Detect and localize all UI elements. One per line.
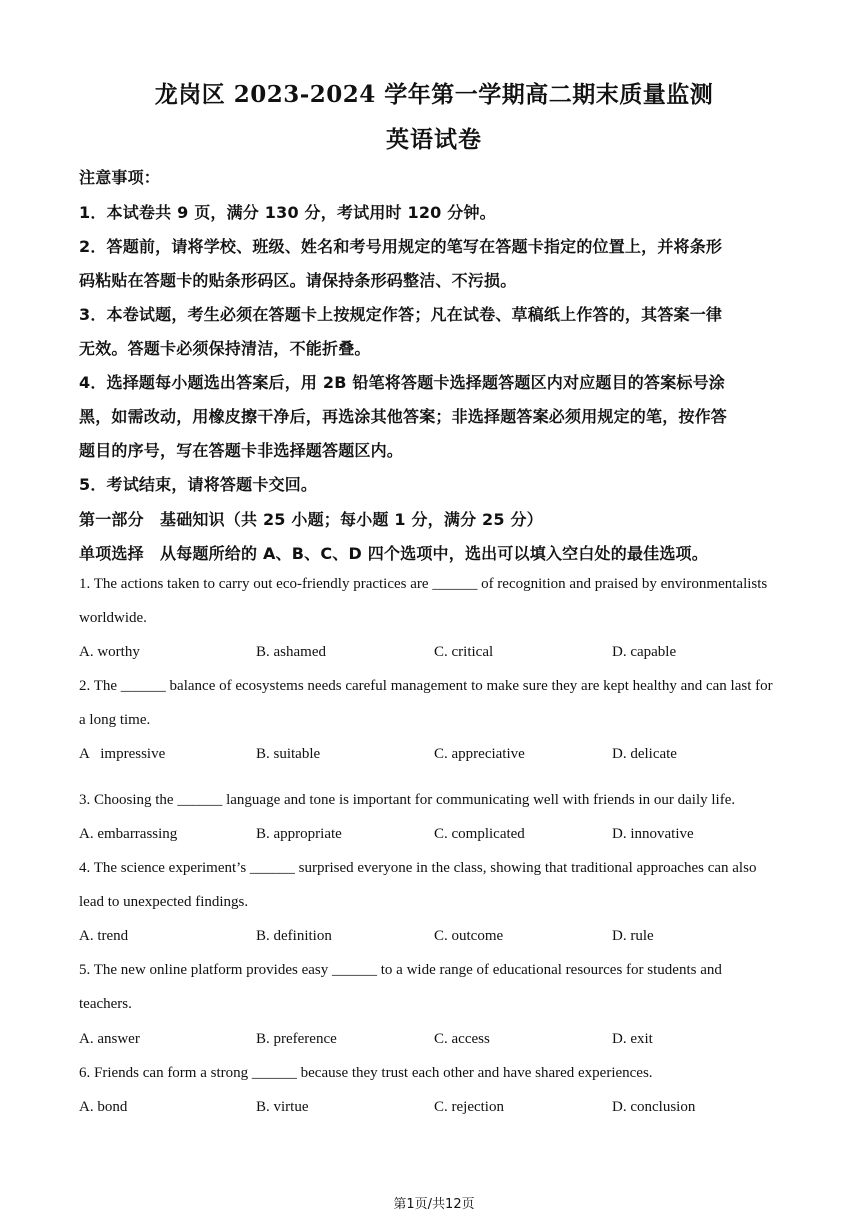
notice-line: 4．选择题每小题选出答案后，用 2B 铅笔将答题卡选择题答题区内对应题目的答案标号涂 — [79, 373, 726, 392]
question-text: 6. Friends can form a strong ______ because they trust each other and have shared experiences. — [79, 1065, 653, 1081]
notice-line: 题目的序号，写在答题卡非选择题答题区内。 — [79, 441, 404, 460]
option-b: B. suitable — [256, 746, 321, 762]
question-text: 2. The ______ balance of ecosystems needs careful management to make sure they are kept healthy and can last for — [79, 678, 773, 694]
question-text: worldwide. — [79, 610, 147, 626]
option-c: C. appreciative — [434, 746, 525, 762]
option-a: A. bond — [79, 1099, 128, 1115]
part-title: 第一部分 基础知识（共 25 小题；每小题 1 分，满分 25 分） — [79, 510, 543, 529]
option-d: D. rule — [612, 928, 654, 944]
notice-line: 无效。答题卡必须保持清洁，不能折叠。 — [79, 339, 371, 358]
notice-line: 5．考试结束，请将答题卡交回。 — [79, 475, 318, 494]
option-b: B. preference — [256, 1031, 337, 1047]
page-number: 第1页/共12页 — [393, 1197, 475, 1212]
notice-heading: 注意事项： — [79, 168, 161, 187]
option-a: A. embarrassing — [79, 826, 178, 842]
option-d: D. innovative — [612, 826, 694, 842]
option-d: D. delicate — [612, 746, 677, 762]
option-b: B. ashamed — [256, 644, 326, 660]
option-d: D. capable — [612, 644, 677, 660]
notice-line: 码粘贴在答题卡的贴条形码区。请保持条形码整洁、不污损。 — [79, 271, 517, 290]
option-b: B. appropriate — [256, 826, 342, 842]
option-b: B. definition — [256, 928, 332, 944]
option-d: D. exit — [612, 1031, 653, 1047]
question-text: 5. The new online platform provides easy ______ to a wide range of educational resources for students and — [79, 962, 722, 978]
exam-title: 龙岗区 2023-2024 学年第一学期高二期末质量监测 — [154, 81, 714, 108]
option-c: C. outcome — [434, 928, 504, 944]
notice-line: 黑，如需改动，用橡皮擦干净后，再选涂其他答案；非选择题答案必须用规定的笔，按作答 — [79, 407, 728, 426]
option-a: A impressive — [79, 746, 166, 762]
notice-line: 1．本试卷共 9 页，满分 130 分，考试用时 120 分钟。 — [79, 203, 496, 222]
option-a: A. trend — [79, 928, 129, 944]
option-a: A. answer — [79, 1031, 140, 1047]
option-c: C. access — [434, 1031, 490, 1047]
option-c: C. complicated — [434, 826, 525, 842]
option-c: C. critical — [434, 644, 494, 660]
exam-subtitle: 英语试卷 — [386, 126, 482, 153]
notice-line: 3．本卷试题，考生必须在答题卡上按规定作答；凡在试卷、草稿纸上作答的，其答案一律 — [79, 305, 723, 324]
question-text: a long time. — [79, 712, 151, 728]
option-b: B. virtue — [256, 1099, 309, 1115]
option-c: C. rejection — [434, 1099, 504, 1115]
question-text: teachers. — [79, 996, 132, 1012]
section-instruction: 单项选择 从每题所给的 A、B、C、D 四个选项中，选出可以填入空白处的最佳选项。 — [79, 544, 708, 563]
option-a: A. worthy — [79, 644, 140, 660]
question-text: 1. The actions taken to carry out eco-friendly practices are ______ of recognition and praised by environmentalists — [79, 576, 768, 592]
option-d: D. conclusion — [612, 1099, 696, 1115]
question-text: lead to unexpected findings. — [79, 894, 249, 910]
question-text: 3. Choosing the ______ language and tone is important for communicating well with friends in our daily life. — [79, 792, 736, 808]
question-text: 4. The science experiment’s ______ surprised everyone in the class, showing that traditional approaches can also — [79, 860, 757, 876]
notice-line: 2．答题前，请将学校、班级、姓名和考号用规定的笔写在答题卡指定的位置上，并将条形 — [79, 237, 723, 256]
